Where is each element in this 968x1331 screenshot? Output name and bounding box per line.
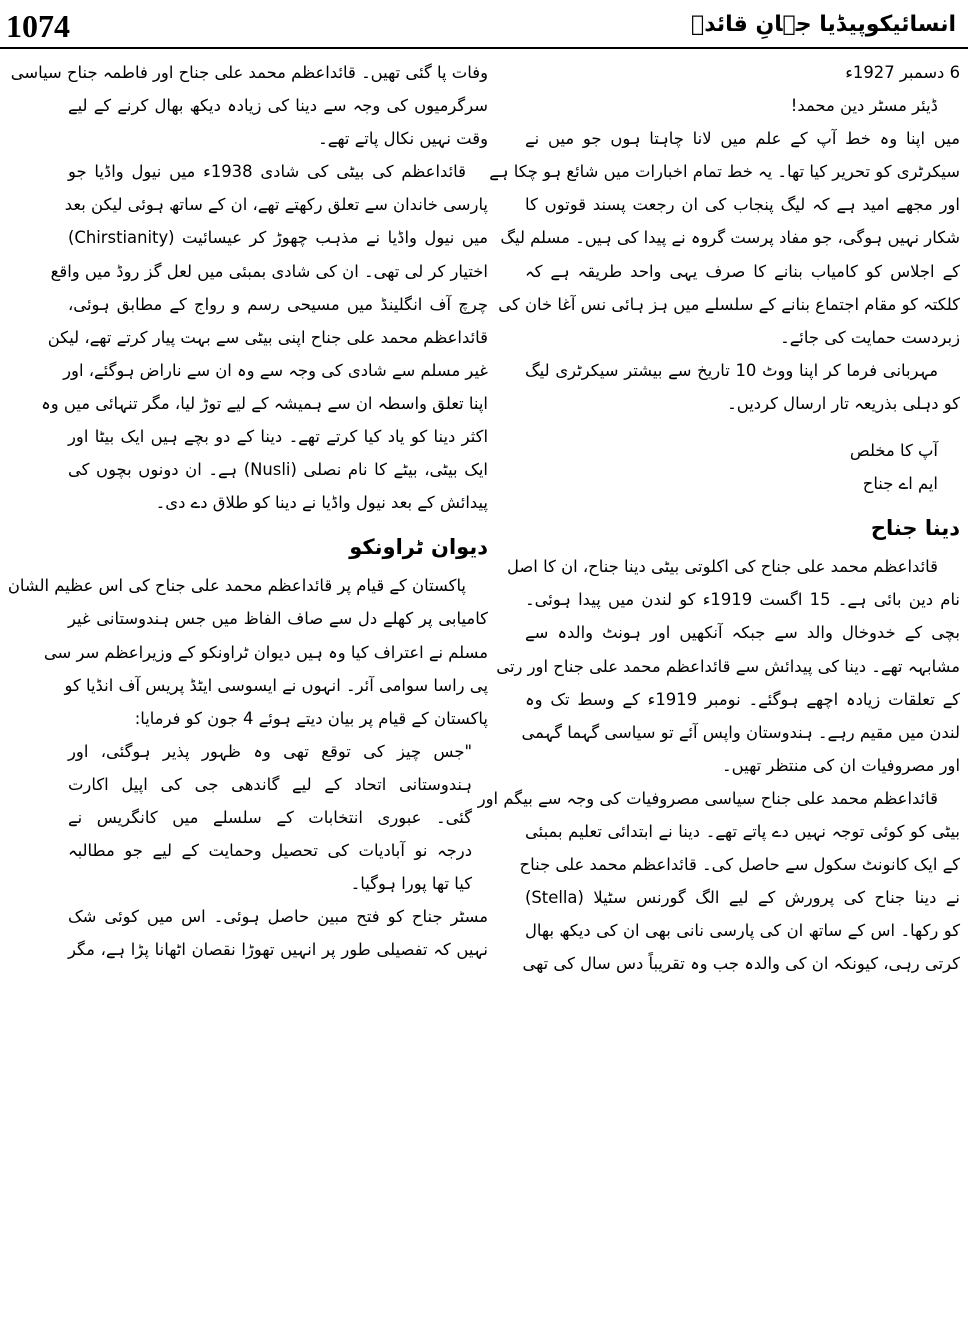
paragraph-line: ایک بیٹی، بیٹے کا نام نصلی (Nusli) ہے۔ ان دونوں بچوں کی	[68, 460, 488, 480]
paragraph-line: میں اپنا وہ خط آپ کے علم میں لانا چاہتا ہوں جو میں نے	[525, 129, 960, 149]
paragraph-line: اور مصروفیات ان کی منتظر تھیں۔	[722, 755, 960, 775]
paragraph-line: نہیں کہ تفصیلی طور پر انہیں تھوڑا نقصان اٹھانا پڑا ہے، مگر	[68, 940, 488, 960]
quote-line: ہندوستانی اتحاد کے لیے گاندھی جی کی اپیل اکارت	[68, 774, 472, 794]
quote-line: "جس چیز کی توقع تھی وہ ظہور پذیر ہوگئی، اور	[68, 741, 472, 761]
paragraph-line: لندن میں مقیم رہے۔ ہندوستان واپس آئے تو سیاسی گہما گہمی	[521, 722, 960, 742]
paragraph-line: اور مجھے امید ہے کہ لیگ پنجاب کی ان رجعت پسند قوتوں کا	[525, 195, 960, 215]
paragraph-line: کے اجلاس کو کامیاب بنانے کا صرف یہی واحد طریقہ ہے کہ	[525, 261, 960, 281]
paragraph-line: کامیابی پر کھلے دل سے صاف الفاظ میں جس ہندوستانی غیر	[68, 609, 488, 629]
paragraph-line: میں نیول واڈیا نے مذہب چھوڑ کر عیسائیت (Chirstianity)	[68, 228, 488, 248]
page-header	[0, 0, 968, 52]
paragraph-line: کو دہلی بذریعہ تار ارسال کردیں۔	[727, 393, 960, 413]
paragraph-line: کرتی رہی، کیونکہ ان کی والدہ جب وہ تقریباً دس سال کی تھی	[522, 954, 960, 974]
letter-signature: ایم اے جناح	[862, 474, 938, 494]
paragraph-line: کو رکھا۔ اس کے ساتھ ان کی پارسی نانی بھی ان کی دیکھ بھال	[525, 921, 960, 941]
paragraph-line: پاکستان کے قیام پر قائداعظم محمد علی جناح کی اس عظیم الشان	[7, 576, 466, 596]
paragraph-line: کلکتہ کو مقام اجتماع بنانے کے سلسلے میں ہز ہائی نس آغا خان کی	[498, 294, 960, 314]
section-heading-dina-jinnah: دینا جناح	[870, 516, 960, 541]
header-divider	[0, 47, 968, 49]
paragraph-line: پاکستان کے قیام پر بیان دیتے ہوئے 4 جون کو فرمایا:	[134, 708, 488, 728]
page-number: 1074	[6, 8, 70, 44]
paragraph-line: زبردست حمایت کی جائے۔	[780, 327, 960, 347]
paragraph-line: وفات پا گئی تھیں۔ قائداعظم محمد علی جناح اور فاطمہ جناح سیاسی	[10, 63, 488, 82]
paragraph-line: شکار نہیں ہوگی، جو مفاد پرست گروہ نے پیدا کی ہیں۔ مسلم لیگ	[500, 228, 960, 248]
paragraph-line: مسٹر جناح کو فتح مبین حاصل ہوئی۔ اس میں کوئی شک	[68, 907, 488, 927]
paragraph-line: اپنا تعلق واسطہ ان سے ہمیشہ کے لیے توڑ لیا، مگر تنہائی میں وہ	[41, 393, 488, 413]
paragraph-line: اکثر دینا کو یاد کیا کرتے تھے۔ دینا کے دو بچے ہیں ایک بیٹا اور	[68, 427, 488, 447]
paragraph-line: پارسی خاندان سے تعلق رکھتے تھے، ان کے ساتھ ہوئی لیکن بعد	[64, 195, 488, 215]
paragraph-line: قائداعظم محمد علی جناح کی اکلوتی بیٹی دینا جناح، ان کا اصل	[506, 557, 938, 577]
paragraph-line: پیدائش کے بعد نیول واڈیا نے دینا کو طلاق دے دی۔	[155, 493, 488, 513]
paragraph-line: قائداعظم محمد علی جناح اپنی بیٹی سے بہت پیار کرتے تھے، لیکن	[47, 327, 488, 347]
paragraph-line: بیٹی کو کوئی توجہ نہیں دے پاتے تھے۔ دینا نے ابتدائی تعلیم بمبئی	[525, 821, 960, 841]
letter-closing: آپ کا مخلص	[849, 441, 938, 461]
paragraph-line: سیکرٹری کو تحریر کیا تھا۔ یہ خط تمام اخبارات میں شائع ہو چکا ہے	[489, 162, 960, 182]
right-column	[477, 56, 960, 1326]
quote-line: درجہ نو آبادیات کی تحصیل وحمایت کے لیے جو مطالبہ	[68, 841, 472, 861]
paragraph-line: نے دینا جناح کی پرورش کے لیے الگ گورنس سٹیلا (Stella)	[525, 888, 960, 908]
paragraph-line: کے تعلقات زیادہ اچھے ہوگئے۔ نومبر 1919ء کے وسط تک وہ	[525, 689, 960, 709]
quote-line: کیا تھا پورا ہوگیا۔	[350, 874, 472, 894]
paragraph-line: سرگرمیوں کی وجہ سے دینا کی زیادہ دیکھ بھال کرنے کے لیے	[68, 96, 488, 116]
letter-salutation: ڈیئر مسٹر دین محمد!	[790, 96, 938, 116]
paragraph-line: قائداعظم محمد علی جناح سیاسی مصروفیات کی وجہ سے بیگم اور	[477, 788, 938, 808]
paragraph-line: نام دین بائی ہے۔ 15 اگست 1919ء کو لندن میں پیدا ہوئی۔	[525, 590, 960, 610]
paragraph-line: چرچ آف انگلینڈ میں مسیحی رسم و رواج کے مطابق ہوئی،	[68, 294, 488, 314]
paragraph-line: مہربانی فرما کر اپنا ووٹ 10 تاریخ سے بیشتر سیکرٹری لیگ	[525, 360, 938, 380]
paragraph-line: بچی کے خدوخال والد سے جبکہ آنکھیں اور ہونٹ والدہ سے	[525, 623, 960, 643]
left-column	[7, 56, 488, 1326]
paragraph-line: پی راسا سوامی آئر۔ انہوں نے ایسوسی ایٹڈ پریس آف انڈیا کو	[64, 675, 488, 695]
section-heading-diwan-travancore: دیوان ٹراونکو	[349, 535, 488, 560]
paragraph-line: وقت نہیں نکال پاتے تھے۔	[318, 129, 488, 149]
letter-date: 6 دسمبر 1927ء	[845, 63, 960, 82]
paragraph-line: کے ایک کانونٹ سکول سے حاصل کی۔ قائداعظم محمد علی جناح	[519, 855, 960, 875]
paragraph-line: غیر مسلم سے شادی کی وجہ سے وہ ان سے ناراض ہوگئے، اور	[63, 360, 488, 380]
running-title: انسائیکوپیڈیا جہانِ قائدؒ	[691, 12, 956, 37]
quote-line: گئی۔ عبوری انتخابات کے سلسلے میں کانگریس نے	[68, 807, 472, 827]
paragraph-line: مسلم نے اعتراف کیا وہ ہیں دیوان ٹراونکو کے وزیراعظم سر سی	[43, 642, 488, 662]
paragraph-line: اختیار کر لی تھی۔ ان کی شادی بمبئی میں لعل گز روڈ میں واقع	[50, 261, 488, 281]
paragraph-line: قائداعظم کی بیٹی کی شادی 1938ء میں نیول واڈیا جو	[68, 162, 467, 182]
paragraph-line: مشابہہ تھے۔ دینا کی پیدائش سے قائداعظم محمد علی جناح اور رتی	[496, 656, 960, 676]
